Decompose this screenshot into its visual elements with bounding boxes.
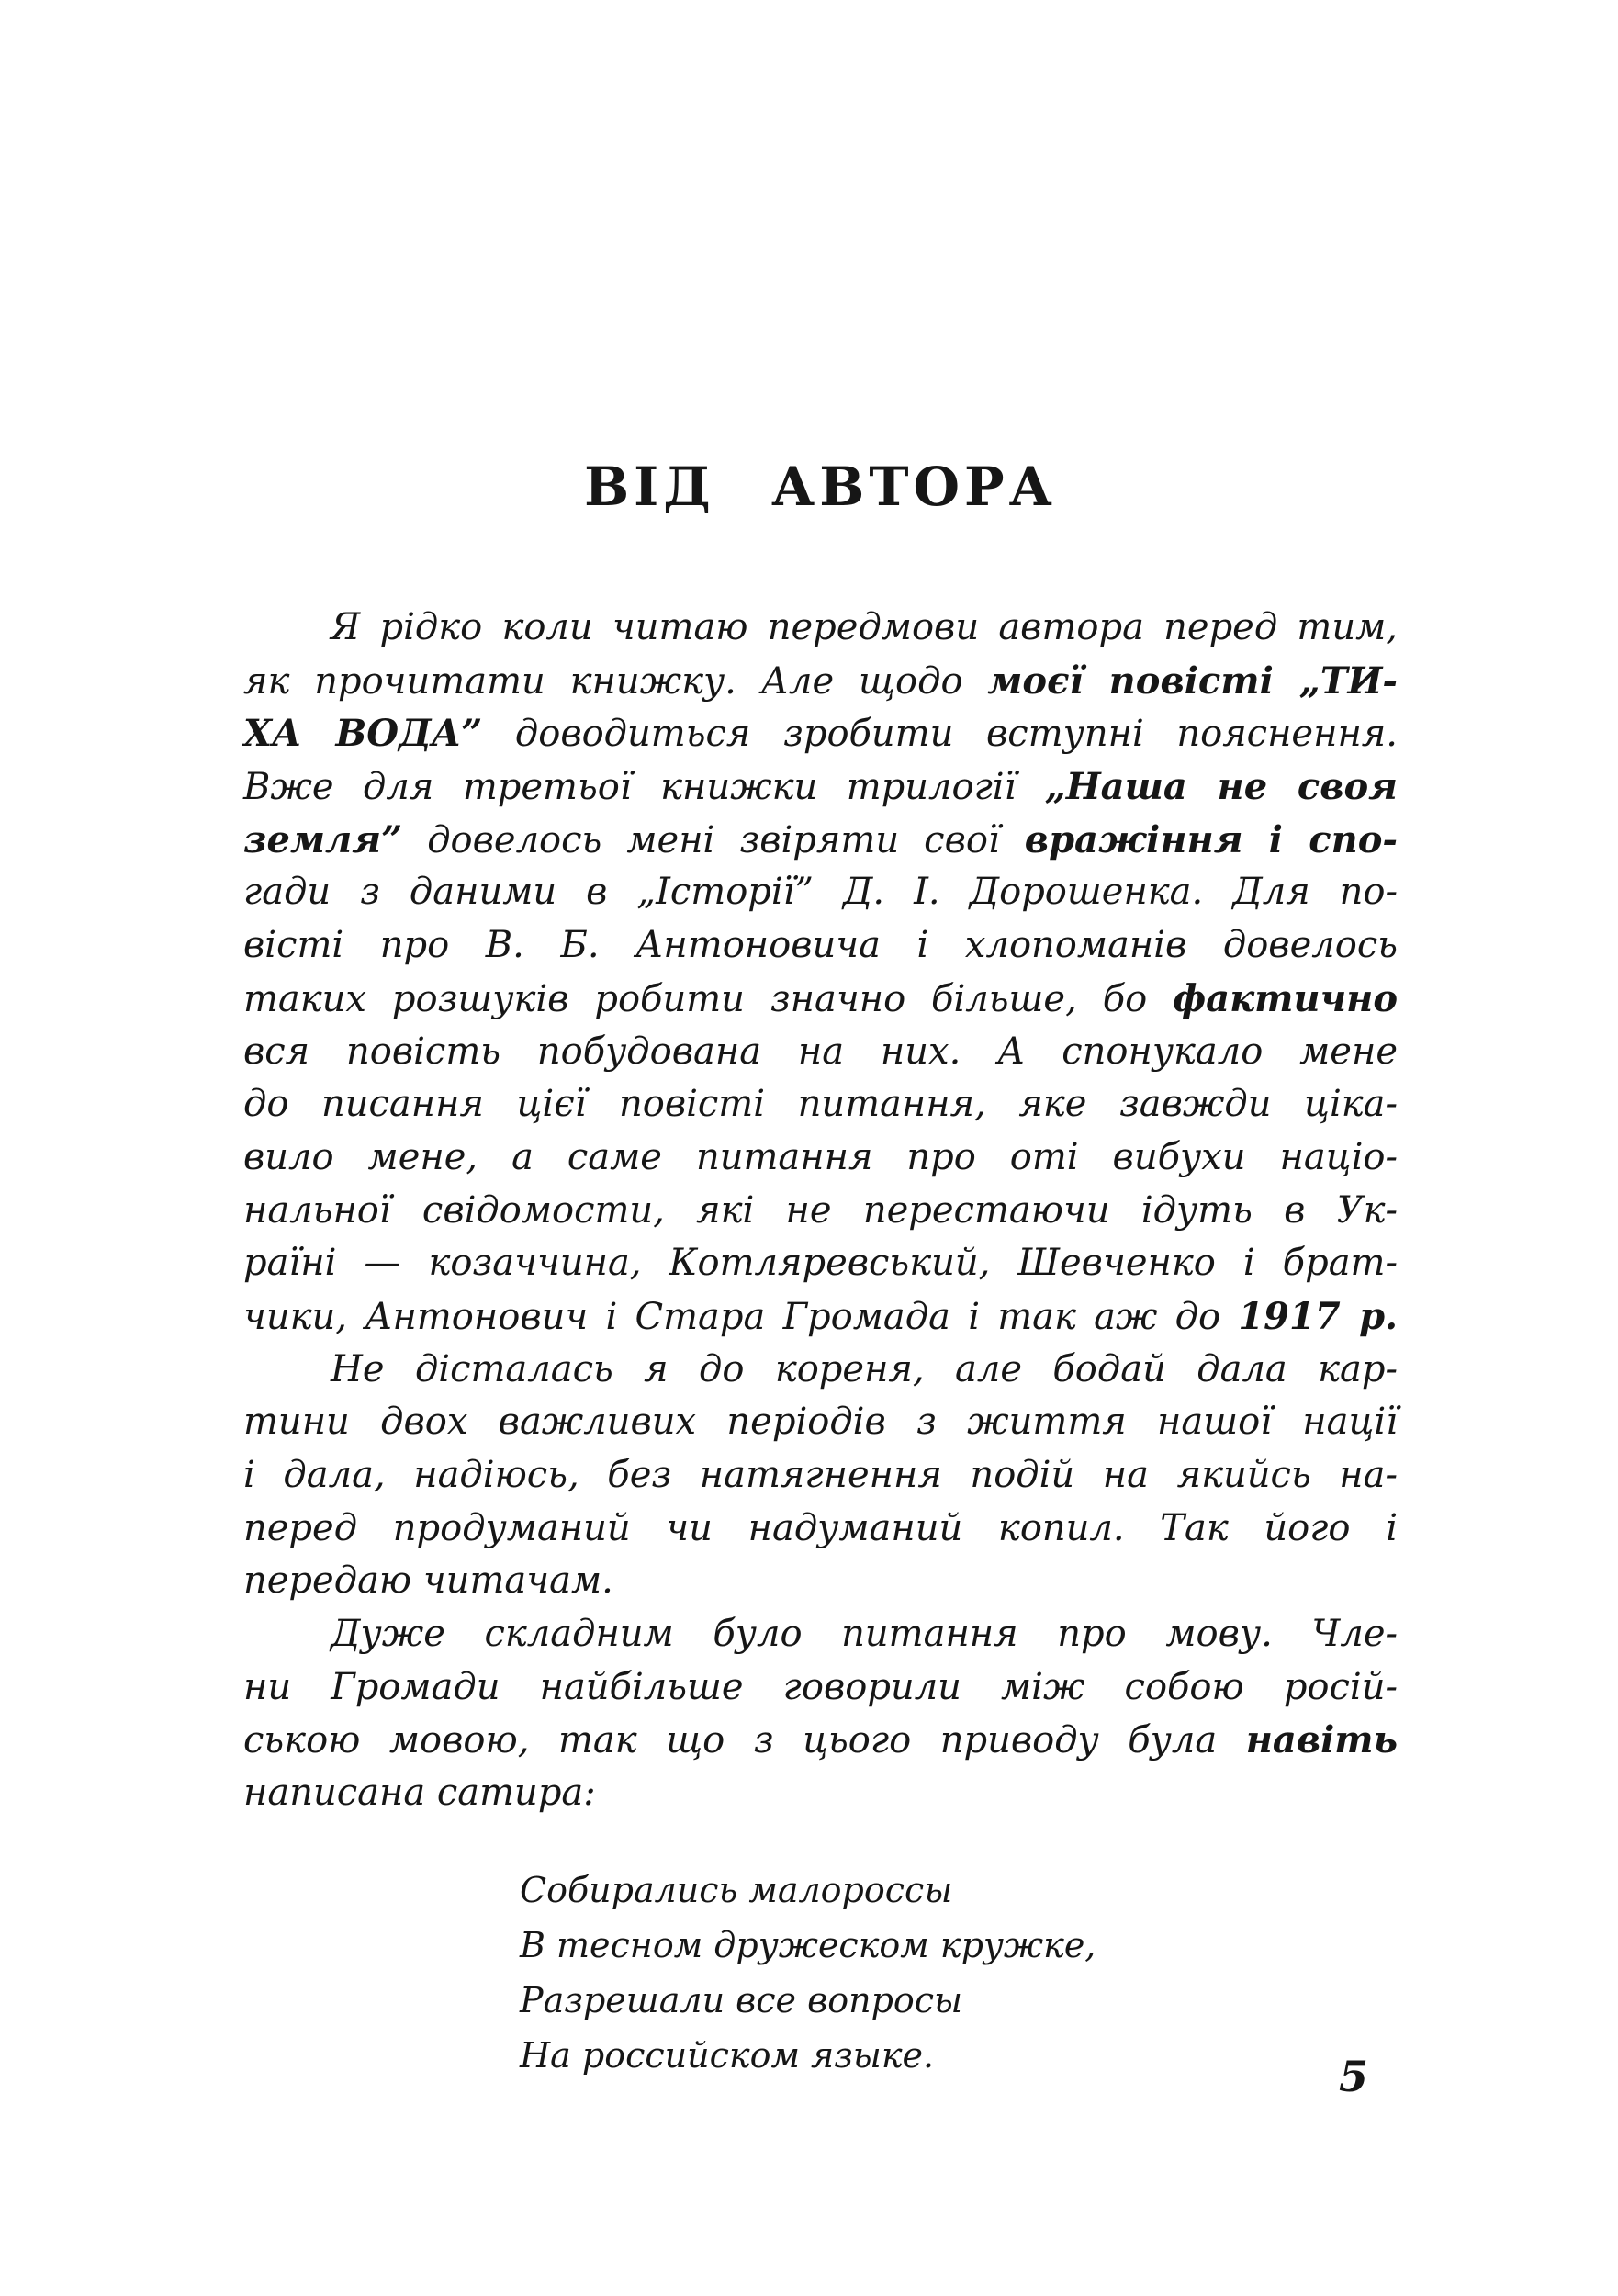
paragraph: [243, 1608, 1398, 1820]
text-segment: чики, Антонович і Стара Громада і так аж до: [243, 1295, 1239, 1338]
text-line: [243, 602, 1398, 655]
verse-block: [520, 1863, 1096, 2083]
emphasized-text: навіть: [1245, 1718, 1398, 1762]
text-line: [243, 866, 1398, 919]
text-line: [243, 1449, 1398, 1503]
text-segment: Не дісталась я до кореня, але бодай дала кар-: [331, 1347, 1398, 1390]
text-segment: перед продуманий чи надуманий копил. Так його і: [243, 1506, 1398, 1549]
text-line: [243, 760, 1398, 814]
emphasized-text: вражіння і спо-: [1024, 817, 1399, 861]
text-line: [243, 919, 1398, 973]
text-line: [243, 1555, 1398, 1608]
text-line: [243, 814, 1398, 867]
text-segment: таких розшуків робити значно більше, бо: [243, 977, 1174, 1020]
text-segment: вило мене, а саме питання про оті вибухи націо-: [243, 1135, 1398, 1178]
text-segment: раїні — козаччина, Котляревський, Шевченко і брат-: [243, 1242, 1398, 1285]
text-line: [243, 1767, 1398, 1820]
text-line: [243, 1026, 1398, 1079]
text-segment: вся повість побудована на них. А спонукало мене: [243, 1030, 1398, 1073]
text-segment: написана сатира:: [243, 1772, 596, 1815]
text-line: [243, 1396, 1398, 1449]
text-segment: Дуже складним було питання про мову. Чле-: [331, 1613, 1398, 1656]
text-segment: довелось мені звіряти свої: [402, 818, 1025, 861]
text-line: [243, 1714, 1398, 1767]
emphasized-text: земля”: [243, 817, 403, 861]
text-segment: до писання цієї повісті питання, яке завжди ціка-: [243, 1083, 1398, 1126]
emphasized-text: фактично: [1173, 976, 1398, 1020]
emphasized-text: ХА ВОДА”: [243, 712, 483, 756]
text-line: [243, 1237, 1398, 1290]
text-line: [243, 1078, 1398, 1131]
verse-line: В тесном дружеском кружке,: [520, 1925, 1096, 1965]
text-segment: передаю читачам.: [243, 1559, 613, 1603]
emphasized-text: моєї повісті „ТИ-: [987, 658, 1398, 703]
text-segment: гади з даними в „Історії” Д. І. Дорошенка. Для по-: [243, 871, 1398, 914]
text-line: [243, 707, 1398, 760]
text-line: [243, 1290, 1398, 1344]
text-line: [243, 1503, 1398, 1556]
verse-line: Разрешали все вопросы: [520, 1980, 963, 2020]
text-segment: і дала, надіюсь, без натягнення подій на якийсь на-: [243, 1454, 1398, 1496]
text-segment: вісті про В. Б. Антоновича і хлопоманів довелось: [243, 924, 1398, 967]
text-line: [243, 655, 1398, 708]
verse-line: На российском языке.: [520, 2035, 935, 2076]
text-line: [243, 1185, 1398, 1238]
text-segment: як прочитати книжку. Але щодо: [243, 659, 988, 703]
text-line: [243, 973, 1398, 1026]
text-segment: нальної свідомости, які не перестаючи ідуть в Ук-: [243, 1188, 1398, 1232]
text-segment: тини двох важливих періодів з життя нашої нації: [243, 1401, 1398, 1444]
text-segment: ни Громади найбільше говорили між собою росій-: [243, 1665, 1398, 1708]
text-line: [243, 1131, 1398, 1185]
body-text: [243, 602, 1398, 1820]
paragraph: [243, 1344, 1398, 1608]
text-segment: доводиться зробити вступні пояснення.: [482, 713, 1399, 756]
text-line: [243, 1344, 1398, 1397]
text-segment: Вже для третьої книжки трилогії: [243, 766, 1045, 809]
emphasized-text: 1917 р.: [1238, 1294, 1398, 1338]
paragraph: [243, 602, 1398, 1344]
text-line: [243, 1608, 1398, 1661]
text-segment: ською мовою, так що з цього приводу була: [243, 1719, 1246, 1762]
text-line: [243, 1661, 1398, 1715]
text-segment: Я рідко коли читаю передмови автора перед тим,: [331, 606, 1398, 648]
verse-line: Собирались малороссы: [520, 1870, 953, 1910]
page-number: 5: [1339, 2052, 1369, 2101]
page-title: ВІД АВТОРА: [584, 456, 1057, 518]
emphasized-text: „Наша не своя: [1044, 765, 1398, 809]
